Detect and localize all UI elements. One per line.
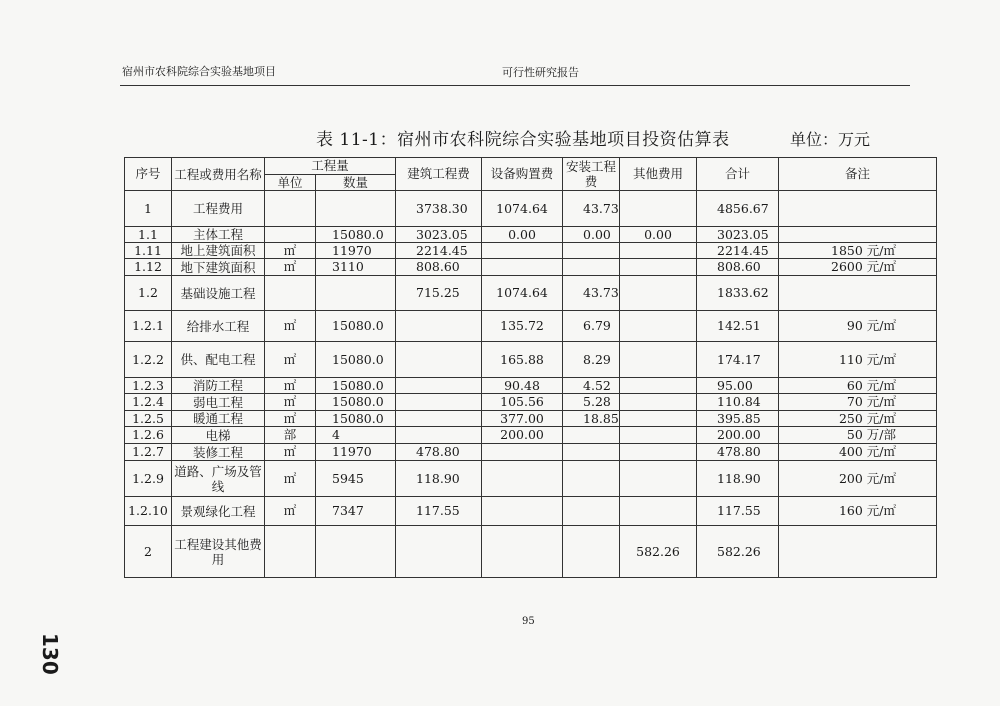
row-building: 715.25	[396, 276, 482, 311]
col-header-quantity: 数量	[316, 175, 396, 191]
table-row	[125, 497, 937, 526]
row-quantity: 5945	[316, 461, 396, 497]
row-install	[563, 497, 620, 526]
row-total: 95.00	[697, 378, 779, 394]
row-unit	[265, 526, 316, 578]
row-other: 0.00	[620, 227, 697, 243]
row-unit: ㎡	[265, 411, 316, 427]
row-equipment: 200.00	[482, 427, 563, 444]
row-install	[563, 427, 620, 444]
row-install	[563, 243, 620, 259]
row-remark: 250 元/㎡	[779, 411, 937, 427]
row-building	[396, 378, 482, 394]
row-equipment: 0.00	[482, 227, 563, 243]
row-seq: 1.1	[125, 227, 172, 243]
row-quantity: 4	[316, 427, 396, 444]
row-remark: 160 元/㎡	[779, 497, 937, 526]
row-unit: ㎡	[265, 394, 316, 411]
row-install: 0.00	[563, 227, 620, 243]
row-remark: 400 元/㎡	[779, 444, 937, 461]
col-header-quantity-group: 工程量	[265, 158, 396, 175]
row-total: 110.84	[697, 394, 779, 411]
row-building: 118.90	[396, 461, 482, 497]
row-seq: 2	[125, 526, 172, 578]
table-row	[125, 259, 937, 276]
table-row	[125, 394, 937, 411]
table-row	[125, 526, 937, 578]
row-other	[620, 191, 697, 227]
row-seq: 1.2.7	[125, 444, 172, 461]
row-remark: 1850 元/㎡	[779, 243, 937, 259]
col-header-building: 建筑工程费	[396, 158, 482, 191]
row-equipment: 1074.64	[482, 276, 563, 311]
row-name: 基础设施工程	[172, 276, 265, 311]
row-equipment: 90.48	[482, 378, 563, 394]
row-equipment	[482, 526, 563, 578]
row-equipment: 377.00	[482, 411, 563, 427]
row-building: 3023.05	[396, 227, 482, 243]
row-quantity: 3110	[316, 259, 396, 276]
row-total: 142.51	[697, 311, 779, 342]
row-other: 582.26	[620, 526, 697, 578]
row-total: 174.17	[697, 342, 779, 378]
row-total: 478.80	[697, 444, 779, 461]
row-install: 4.52	[563, 378, 620, 394]
row-building	[396, 342, 482, 378]
row-other	[620, 427, 697, 444]
col-header-name: 工程或费用名称	[172, 158, 265, 191]
row-unit: ㎡	[265, 311, 316, 342]
row-remark: 50 万/部	[779, 427, 937, 444]
row-quantity: 7347	[316, 497, 396, 526]
row-name: 道路、广场及管线	[172, 461, 265, 497]
row-name: 地下建筑面积	[172, 259, 265, 276]
row-quantity	[316, 191, 396, 227]
row-quantity	[316, 276, 396, 311]
row-unit	[265, 276, 316, 311]
row-total: 395.85	[697, 411, 779, 427]
table-row	[125, 191, 937, 227]
row-install: 43.73	[563, 191, 620, 227]
row-name: 给排水工程	[172, 311, 265, 342]
row-seq: 1.11	[125, 243, 172, 259]
row-total: 808.60	[697, 259, 779, 276]
row-name: 景观绿化工程	[172, 497, 265, 526]
col-header-equipment: 设备购置费	[482, 158, 563, 191]
row-seq: 1.2.1	[125, 311, 172, 342]
row-building	[396, 394, 482, 411]
row-total: 2214.45	[697, 243, 779, 259]
header-project-name: 宿州市农科院综合实验基地项目	[122, 65, 276, 78]
row-building	[396, 411, 482, 427]
row-equipment: 165.88	[482, 342, 563, 378]
row-other	[620, 259, 697, 276]
row-other	[620, 461, 697, 497]
row-quantity: 15080.0	[316, 378, 396, 394]
row-remark	[779, 276, 937, 311]
row-building: 808.60	[396, 259, 482, 276]
row-name: 地上建筑面积	[172, 243, 265, 259]
row-quantity: 11970	[316, 243, 396, 259]
row-seq: 1	[125, 191, 172, 227]
page-number: 95	[522, 616, 535, 627]
row-remark	[779, 526, 937, 578]
row-building: 2214.45	[396, 243, 482, 259]
row-name: 装修工程	[172, 444, 265, 461]
row-install	[563, 259, 620, 276]
row-name: 主体工程	[172, 227, 265, 243]
table-row	[125, 461, 937, 497]
row-seq: 1.2.6	[125, 427, 172, 444]
row-install: 43.73	[563, 276, 620, 311]
table-row	[125, 444, 937, 461]
row-install	[563, 461, 620, 497]
row-seq: 1.2.4	[125, 394, 172, 411]
row-total: 4856.67	[697, 191, 779, 227]
row-unit: ㎡	[265, 497, 316, 526]
table-row	[125, 227, 937, 243]
table-row	[125, 378, 937, 394]
row-other	[620, 444, 697, 461]
row-unit: ㎡	[265, 259, 316, 276]
table-row	[125, 342, 937, 378]
row-quantity: 15080.0	[316, 394, 396, 411]
row-equipment	[482, 259, 563, 276]
row-equipment	[482, 461, 563, 497]
row-quantity: 15080.0	[316, 342, 396, 378]
row-remark	[779, 191, 937, 227]
row-equipment	[482, 444, 563, 461]
row-install	[563, 444, 620, 461]
row-install: 6.79	[563, 311, 620, 342]
row-quantity: 15080.0	[316, 227, 396, 243]
row-unit: ㎡	[265, 461, 316, 497]
row-total: 200.00	[697, 427, 779, 444]
row-other	[620, 276, 697, 311]
row-other	[620, 342, 697, 378]
row-remark: 200 元/㎡	[779, 461, 937, 497]
col-header-unit: 单位	[265, 175, 316, 191]
row-seq: 1.2.5	[125, 411, 172, 427]
row-equipment	[482, 497, 563, 526]
header-rule	[120, 85, 910, 86]
row-name: 供、配电工程	[172, 342, 265, 378]
row-building	[396, 526, 482, 578]
row-total: 118.90	[697, 461, 779, 497]
row-unit: ㎡	[265, 243, 316, 259]
row-other	[620, 243, 697, 259]
row-other	[620, 411, 697, 427]
row-total: 3023.05	[697, 227, 779, 243]
col-header-install: 安装工程费	[563, 158, 620, 191]
row-seq: 1.2.2	[125, 342, 172, 378]
row-name: 工程建设其他费用	[172, 526, 265, 578]
row-name: 电梯	[172, 427, 265, 444]
row-name: 弱电工程	[172, 394, 265, 411]
row-install	[563, 526, 620, 578]
side-page-number: 130	[38, 633, 62, 675]
row-other	[620, 394, 697, 411]
table-row	[125, 427, 937, 444]
row-remark: 2600 元/㎡	[779, 259, 937, 276]
row-equipment: 1074.64	[482, 191, 563, 227]
header-report-type: 可行性研究报告	[502, 66, 579, 79]
row-unit	[265, 227, 316, 243]
row-unit: ㎡	[265, 444, 316, 461]
row-other	[620, 378, 697, 394]
row-name: 工程费用	[172, 191, 265, 227]
row-install: 18.85	[563, 411, 620, 427]
table-title: 表 11-1：宿州市农科院综合实验基地项目投资估算表	[316, 130, 730, 150]
row-unit	[265, 191, 316, 227]
investment-table	[124, 157, 937, 578]
row-building	[396, 311, 482, 342]
col-header-seq: 序号	[125, 158, 172, 191]
row-equipment: 105.56	[482, 394, 563, 411]
row-unit: ㎡	[265, 378, 316, 394]
row-name: 消防工程	[172, 378, 265, 394]
row-equipment	[482, 243, 563, 259]
row-total: 117.55	[697, 497, 779, 526]
row-equipment: 135.72	[482, 311, 563, 342]
row-name: 暖通工程	[172, 411, 265, 427]
row-remark: 90 元/㎡	[779, 311, 937, 342]
unit-label: 单位：万元	[790, 130, 871, 149]
row-remark: 60 元/㎡	[779, 378, 937, 394]
row-seq: 1.2.3	[125, 378, 172, 394]
row-seq: 1.2.10	[125, 497, 172, 526]
row-remark	[779, 227, 937, 243]
table-row	[125, 243, 937, 259]
row-building	[396, 427, 482, 444]
row-other	[620, 311, 697, 342]
table-row	[125, 311, 937, 342]
row-total: 1833.62	[697, 276, 779, 311]
row-install: 8.29	[563, 342, 620, 378]
row-install: 5.28	[563, 394, 620, 411]
table-row	[125, 276, 937, 311]
row-building: 117.55	[396, 497, 482, 526]
col-header-other: 其他费用	[620, 158, 697, 191]
row-seq: 1.12	[125, 259, 172, 276]
row-quantity: 11970	[316, 444, 396, 461]
row-seq: 1.2	[125, 276, 172, 311]
row-remark: 110 元/㎡	[779, 342, 937, 378]
col-header-remark: 备注	[779, 158, 937, 191]
row-unit: 部	[265, 427, 316, 444]
row-other	[620, 497, 697, 526]
row-quantity: 15080.0	[316, 311, 396, 342]
row-building: 3738.30	[396, 191, 482, 227]
row-quantity	[316, 526, 396, 578]
row-building: 478.80	[396, 444, 482, 461]
table-row	[125, 411, 937, 427]
row-total: 582.26	[697, 526, 779, 578]
row-quantity: 15080.0	[316, 411, 396, 427]
row-remark: 70 元/㎡	[779, 394, 937, 411]
row-unit: ㎡	[265, 342, 316, 378]
col-header-total: 合计	[697, 158, 779, 191]
row-seq: 1.2.9	[125, 461, 172, 497]
